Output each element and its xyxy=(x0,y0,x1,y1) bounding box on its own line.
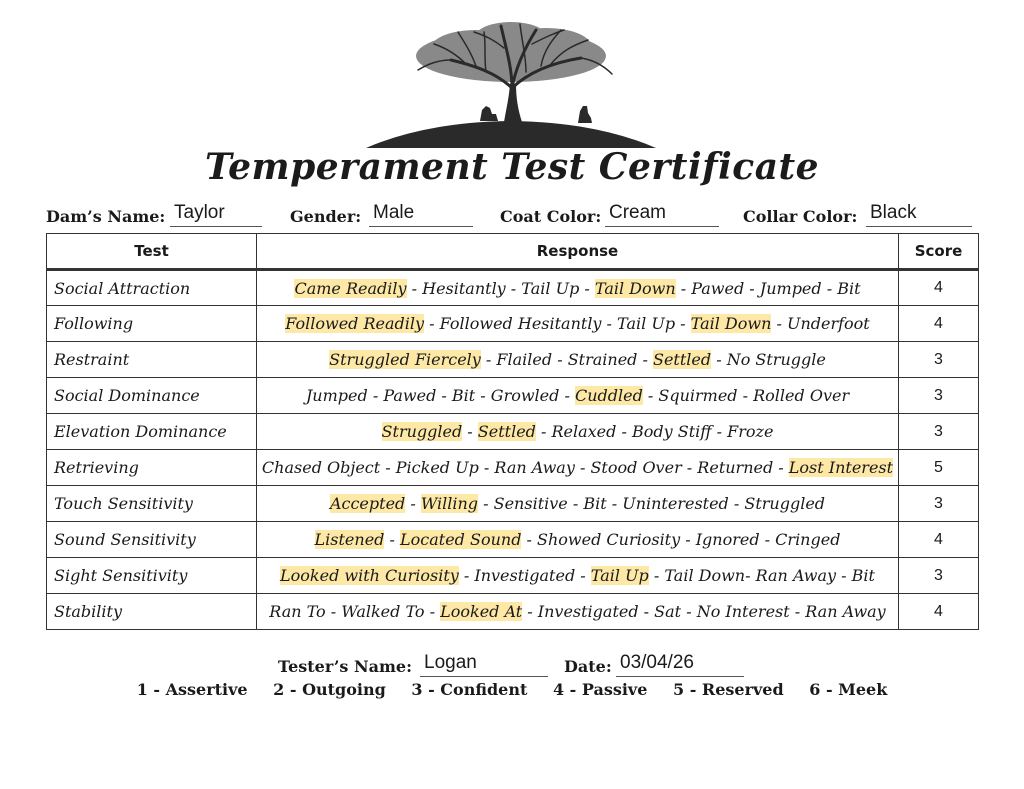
response-option-selected[interactable]: Tail Down xyxy=(594,278,676,298)
response-option[interactable]: Bit xyxy=(837,278,861,298)
tree-with-dogs-logo xyxy=(366,18,656,150)
score-value[interactable]: 4 xyxy=(899,594,979,630)
response-option[interactable]: Rolled Over xyxy=(753,386,850,405)
response-option-selected[interactable]: Cuddled xyxy=(574,386,643,405)
score-value[interactable]: 4 xyxy=(899,306,979,342)
response-option[interactable]: Picked Up xyxy=(395,458,479,477)
response-option-selected[interactable]: Listened xyxy=(314,530,385,549)
temperament-table xyxy=(46,233,979,630)
response-option[interactable]: Tail Up xyxy=(521,278,580,298)
score-value[interactable]: 3 xyxy=(899,486,979,522)
response-option[interactable]: Struggled xyxy=(744,494,826,513)
response-option[interactable]: Bit xyxy=(451,386,476,405)
table-row xyxy=(47,450,979,486)
table-row xyxy=(47,486,979,522)
response-option-selected[interactable]: Willing xyxy=(420,494,479,513)
response-option[interactable]: Uninterested xyxy=(622,494,729,513)
response-option-selected[interactable]: Lost Interest xyxy=(788,458,894,477)
table-row xyxy=(47,342,979,378)
legend-item: 1 - Assertive xyxy=(136,680,248,699)
test-name: Retrieving xyxy=(47,450,257,486)
response-option[interactable]: Stood Over xyxy=(590,458,682,477)
test-name: Social Dominance xyxy=(47,378,257,414)
response-option[interactable]: Pawed xyxy=(691,278,745,298)
response-option[interactable]: Cringed xyxy=(775,530,841,549)
response-option-selected[interactable]: Tail Up xyxy=(590,566,649,585)
score-value[interactable]: 3 xyxy=(899,378,979,414)
response-options: Followed Readily - Followed Hesitantly - Tail Up - Tail Down - Underfoot xyxy=(257,306,899,342)
response-option[interactable]: Sensitive xyxy=(493,494,568,513)
score-value[interactable]: 5 xyxy=(899,450,979,486)
test-name: Elevation Dominance xyxy=(47,414,257,450)
test-name: Restraint xyxy=(47,342,257,378)
score-legend xyxy=(0,680,1024,699)
response-option[interactable]: Ran Away xyxy=(805,602,886,621)
response-option[interactable]: Sat xyxy=(654,602,682,621)
response-option[interactable]: Strained xyxy=(567,350,638,369)
response-options: Looked with Curiosity - Investigated - Tail Up - Tail Down- Ran Away - Bit xyxy=(257,558,899,594)
response-options: Accepted - Willing - Sensitive - Bit - Uninterested - Struggled xyxy=(257,486,899,522)
response-option[interactable]: Froze xyxy=(727,422,774,441)
response-options: Ran To - Walked To - Looked At - Investigated - Sat - No Interest - Ran Away xyxy=(257,594,899,630)
score-value[interactable]: 3 xyxy=(899,558,979,594)
test-name: Social Attraction xyxy=(47,270,257,306)
response-option[interactable]: Relaxed xyxy=(551,422,617,441)
response-option[interactable]: Bit xyxy=(851,566,875,585)
response-option-selected[interactable]: Struggled Fiercely xyxy=(329,350,481,369)
response-option[interactable]: Ignored xyxy=(695,530,760,549)
header-response: Response xyxy=(257,234,899,270)
legend-item: 5 - Reserved xyxy=(672,680,784,699)
score-value[interactable]: 3 xyxy=(899,342,979,378)
dam-name-value[interactable]: Taylor xyxy=(170,201,262,227)
table-row xyxy=(47,594,979,630)
response-option-selected[interactable]: Looked with Curiosity xyxy=(280,566,459,585)
coat-color-value[interactable]: Cream xyxy=(605,201,719,227)
table-row xyxy=(47,522,979,558)
test-name: Touch Sensitivity xyxy=(47,486,257,522)
response-option[interactable]: Tail Down- Ran Away xyxy=(664,566,837,585)
response-option[interactable]: Ran To xyxy=(269,602,326,621)
response-option[interactable]: Jumped xyxy=(305,386,368,405)
date-value[interactable]: 03/04/26 xyxy=(616,651,744,677)
response-option[interactable]: Underfoot xyxy=(786,314,870,333)
response-option[interactable]: Squirmed xyxy=(658,386,738,405)
response-option-selected[interactable]: Looked At xyxy=(440,602,523,621)
response-option[interactable]: Bit xyxy=(583,494,607,513)
response-option[interactable]: Walked To xyxy=(341,602,425,621)
response-options: Came Readily - Hesitantly - Tail Up - Tail Down - Pawed - Jumped - Bit xyxy=(257,270,899,306)
response-option-selected[interactable]: Struggled xyxy=(381,422,463,441)
collar-color-value[interactable]: Black xyxy=(866,201,972,227)
legend-item: 3 - Confident xyxy=(411,680,528,699)
collar-color-label: Collar Color: xyxy=(743,207,858,226)
response-option-selected[interactable]: Located Sound xyxy=(400,530,522,549)
response-options: Listened - Located Sound - Showed Curiosity - Ignored - Cringed xyxy=(257,522,899,558)
legend-item: 2 - Outgoing xyxy=(273,680,386,699)
response-option[interactable]: Investigated xyxy=(474,566,576,585)
gender-value[interactable]: Male xyxy=(369,201,473,227)
response-option[interactable]: Investigated xyxy=(537,602,639,621)
dam-name-label: Dam’s Name: xyxy=(46,207,166,226)
tester-name-label: Tester’s Name: xyxy=(278,657,412,676)
test-name: Stability xyxy=(47,594,257,630)
response-options: Struggled Fiercely - Flailed - Strained - Settled - No Struggle xyxy=(257,342,899,378)
table-row xyxy=(47,414,979,450)
test-name: Sight Sensitivity xyxy=(47,558,257,594)
test-name: Sound Sensitivity xyxy=(47,522,257,558)
legend-item: 6 - Meek xyxy=(809,680,888,699)
score-value[interactable]: 3 xyxy=(899,414,979,450)
score-value[interactable]: 4 xyxy=(899,270,979,306)
legend-item: 4 - Passive xyxy=(552,680,648,699)
response-option[interactable]: Pawed xyxy=(383,386,437,405)
response-option-selected[interactable]: Accepted xyxy=(329,494,406,513)
date-label: Date: xyxy=(564,657,612,676)
response-option[interactable]: Tail Up xyxy=(617,314,676,333)
response-options: Chased Object - Picked Up - Ran Away - Stood Over - Returned - Lost Interest xyxy=(257,450,899,486)
info-fields xyxy=(0,200,1024,228)
table-row xyxy=(47,270,979,306)
score-value[interactable]: 4 xyxy=(899,522,979,558)
response-option-selected[interactable]: Followed Readily xyxy=(285,314,425,333)
response-option[interactable]: Growled xyxy=(490,386,560,405)
response-option-selected[interactable]: Settled xyxy=(477,422,536,441)
gender-label: Gender: xyxy=(290,207,362,226)
response-option[interactable]: Showed Curiosity xyxy=(537,530,681,549)
response-option[interactable]: Ran Away xyxy=(494,458,575,477)
response-option-selected[interactable]: Came Readily xyxy=(294,278,407,298)
tester-fields xyxy=(0,650,1024,678)
table-header-row xyxy=(47,234,979,270)
header-test: Test xyxy=(47,234,257,270)
response-option-selected[interactable]: Settled xyxy=(652,350,712,369)
table-row xyxy=(47,306,979,342)
tester-name-value[interactable]: Logan xyxy=(420,651,548,677)
response-option[interactable]: Returned xyxy=(697,458,774,477)
response-option[interactable]: No Interest xyxy=(696,602,790,621)
response-option[interactable]: No Struggle xyxy=(726,350,826,369)
page-title: Temperament Test Certificate xyxy=(204,146,820,188)
test-name: Following xyxy=(47,306,257,342)
response-option[interactable]: Hesitantly xyxy=(422,278,506,298)
table-row xyxy=(47,558,979,594)
response-option[interactable]: Jumped xyxy=(759,278,822,298)
response-option[interactable]: Followed Hesitantly xyxy=(439,314,602,333)
response-option[interactable]: Flailed xyxy=(496,350,553,369)
response-option[interactable]: Body Stiff xyxy=(631,422,712,441)
response-option[interactable]: Chased Object xyxy=(261,458,381,477)
coat-color-label: Coat Color: xyxy=(500,207,602,226)
response-options: Struggled - Settled - Relaxed - Body Stiff - Froze xyxy=(257,414,899,450)
response-option-selected[interactable]: Tail Down xyxy=(690,314,772,333)
response-options: Jumped - Pawed - Bit - Growled - Cuddled - Squirmed - Rolled Over xyxy=(257,378,899,414)
header-score: Score xyxy=(899,234,979,270)
table-row xyxy=(47,378,979,414)
